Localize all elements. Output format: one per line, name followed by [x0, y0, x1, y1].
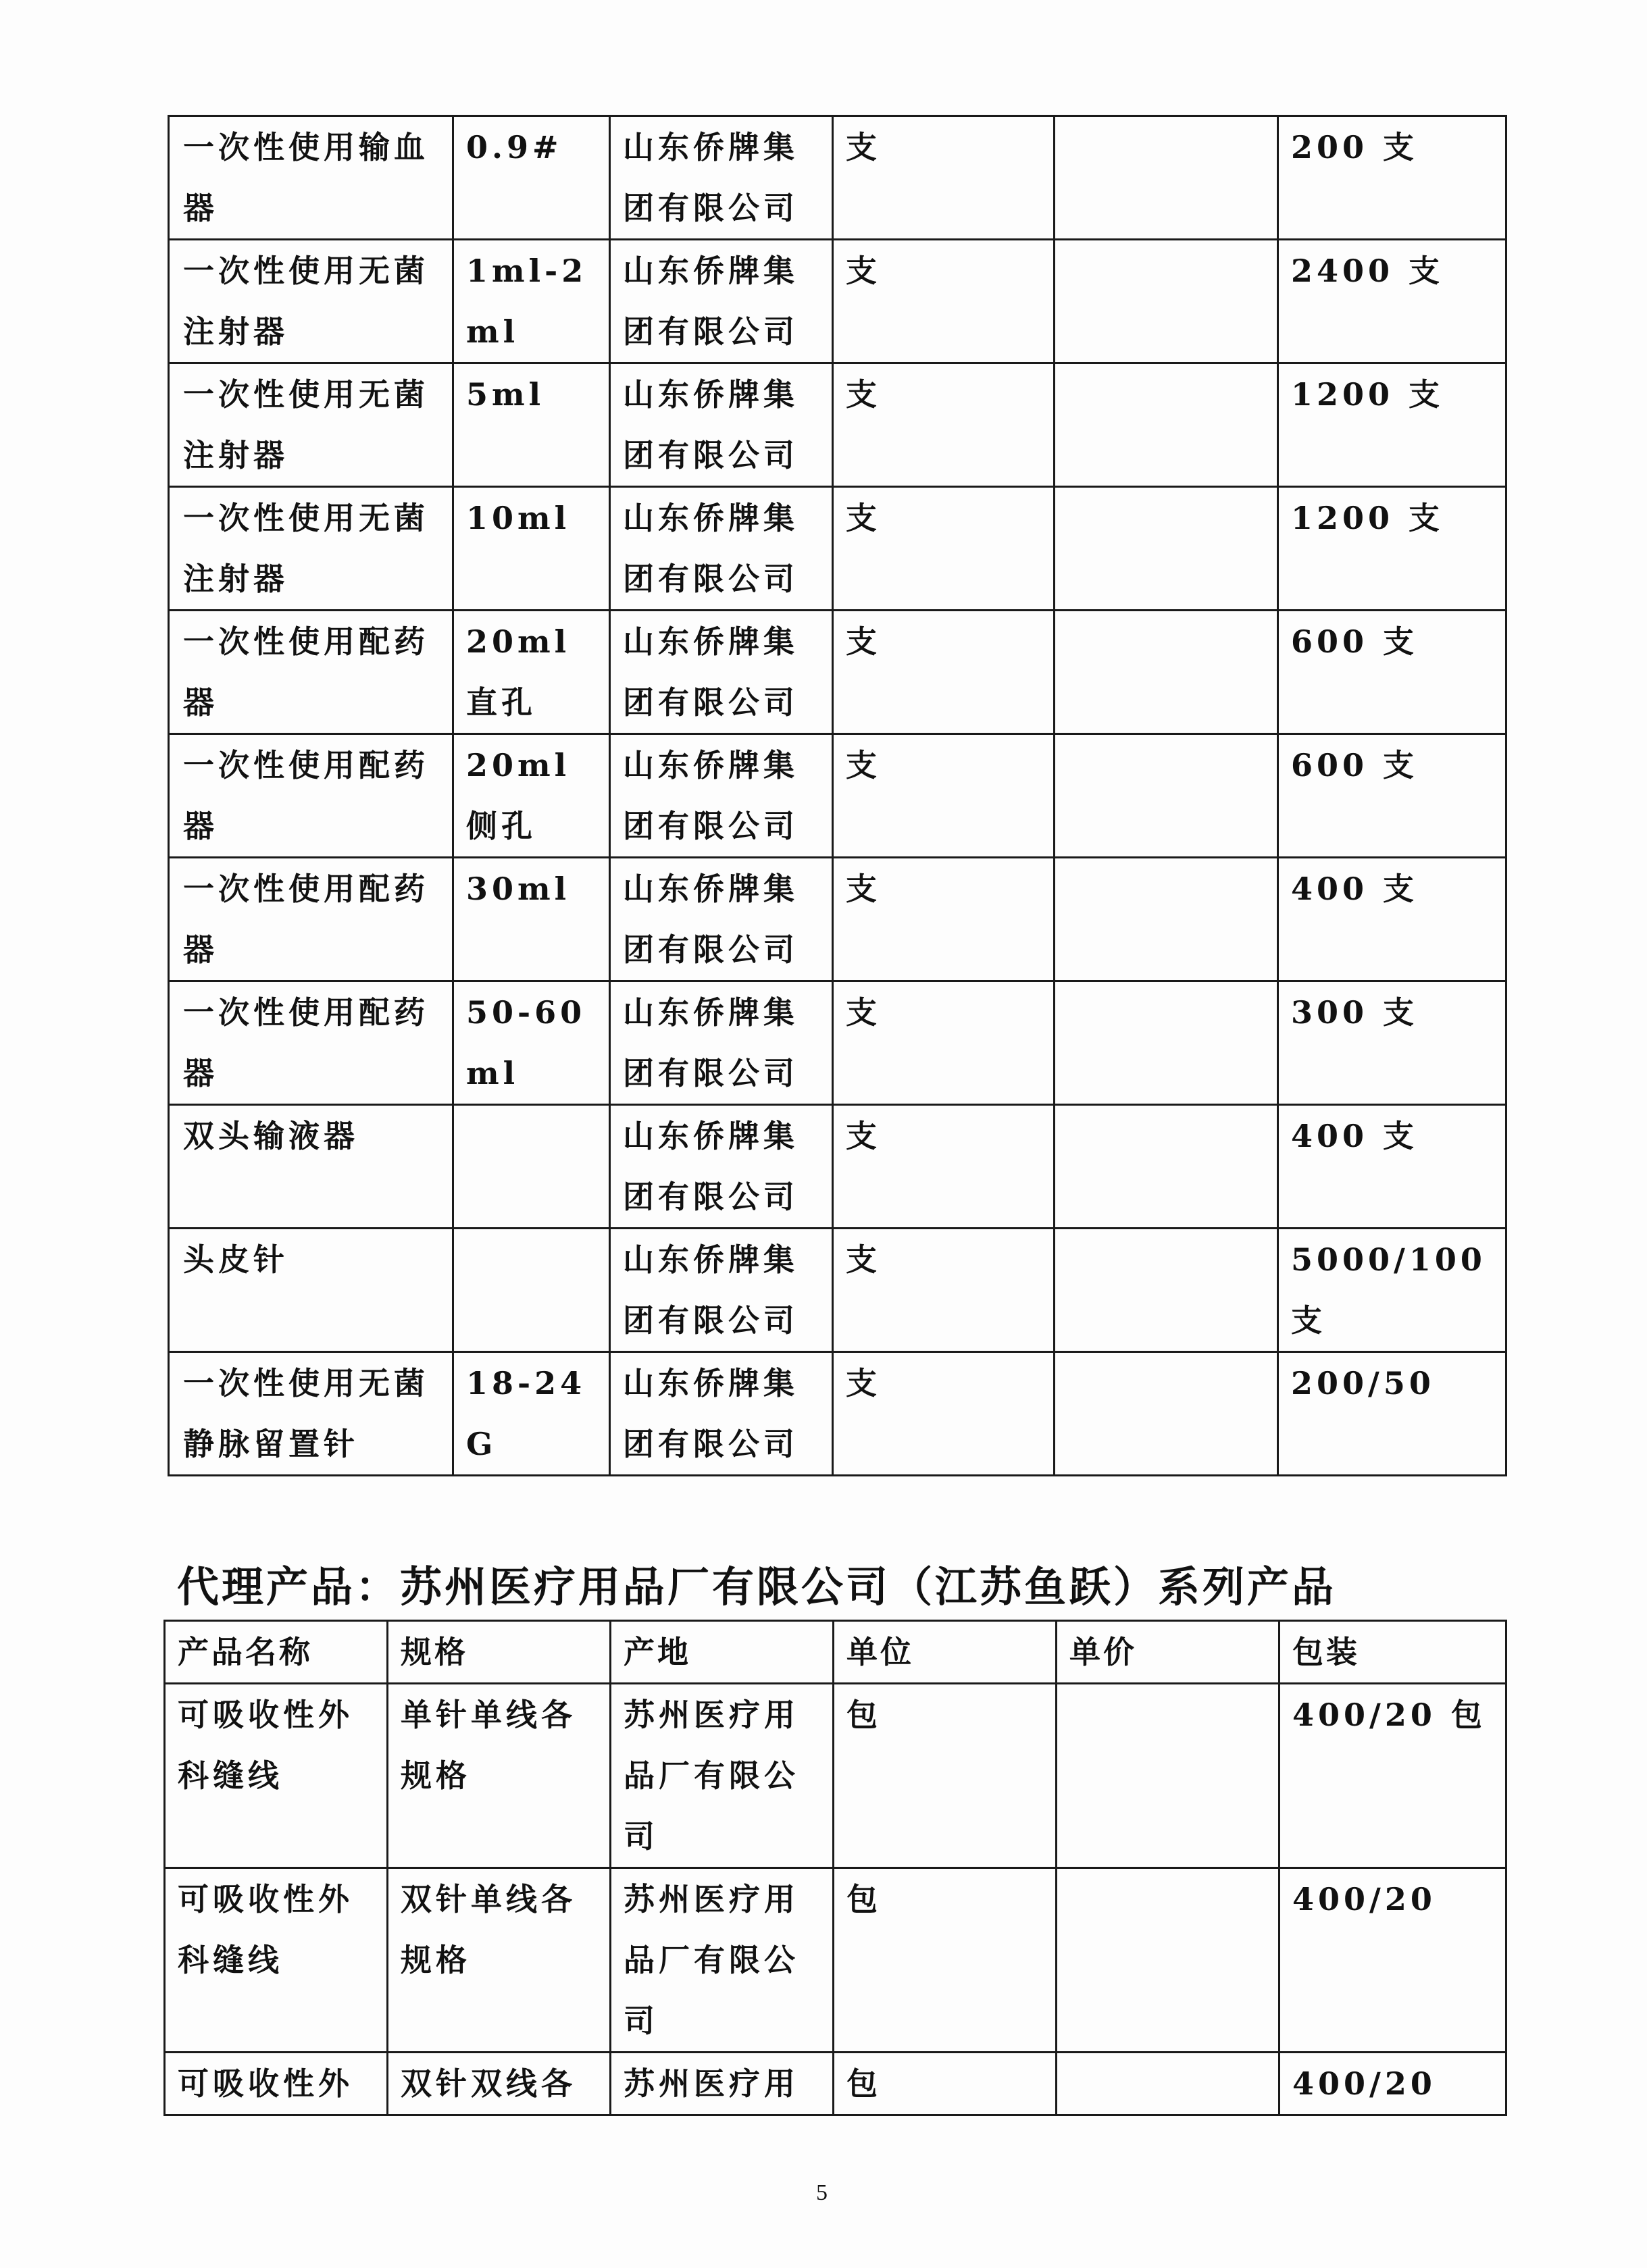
- spec-cell: 1ml-2ml: [453, 240, 610, 363]
- product-table-shandong: [168, 115, 1507, 1476]
- unit-cell: 支: [833, 1229, 1055, 1352]
- unit-cell: 包: [834, 1868, 1057, 2053]
- package-cell: 1200 支: [1278, 363, 1506, 487]
- price-cell: [1055, 611, 1278, 734]
- table-row: [165, 1684, 1506, 1868]
- product-name-cell: 一次性使用配药器: [169, 611, 453, 734]
- price-cell: [1057, 1684, 1279, 1868]
- table-row: [165, 2053, 1506, 2115]
- product-name-cell: 可吸收性外科缝线: [165, 1684, 388, 1868]
- spec-cell: 双针双线各: [388, 2053, 611, 2115]
- package-cell: 600 支: [1278, 734, 1506, 858]
- price-cell: [1055, 487, 1278, 611]
- package-cell: 400 支: [1278, 858, 1506, 981]
- table-row: [169, 363, 1506, 487]
- origin-cell: 山东侨牌集团有限公司: [610, 858, 833, 981]
- spec-cell: 18-24G: [453, 1352, 610, 1476]
- table-row: [169, 487, 1506, 611]
- spec-cell: 50-60ml: [453, 981, 610, 1105]
- spec-cell: 10ml: [453, 487, 610, 611]
- table-row: [169, 981, 1506, 1105]
- package-cell: 300 支: [1278, 981, 1506, 1105]
- price-cell: [1055, 1229, 1278, 1352]
- spec-cell: 0.9#: [453, 116, 610, 240]
- origin-cell: 苏州医疗用品厂有限公司: [611, 1684, 834, 1868]
- product-name-cell: 一次性使用无菌注射器: [169, 487, 453, 611]
- unit-cell: 支: [833, 611, 1055, 734]
- unit-cell: 支: [833, 487, 1055, 611]
- package-cell: 400/20 包: [1279, 1684, 1506, 1868]
- spec-cell: [453, 1229, 610, 1352]
- package-cell: 200 支: [1278, 116, 1506, 240]
- table-row: [169, 858, 1506, 981]
- unit-cell: 包: [834, 1684, 1057, 1868]
- unit-cell: 支: [833, 1105, 1055, 1229]
- table-row: [169, 116, 1506, 240]
- price-cell: [1055, 734, 1278, 858]
- spec-cell: 单针单线各规格: [388, 1684, 611, 1868]
- product-name-cell: 一次性使用无菌注射器: [169, 363, 453, 487]
- price-cell: [1055, 858, 1278, 981]
- price-cell: [1057, 2053, 1279, 2115]
- unit-cell: 支: [833, 858, 1055, 981]
- unit-cell: 支: [833, 1352, 1055, 1476]
- table-row: [169, 1229, 1506, 1352]
- price-cell: [1055, 1105, 1278, 1229]
- column-header-origin: 产地: [611, 1621, 834, 1684]
- table-row: [169, 1105, 1506, 1229]
- product-name-cell: 头皮针: [169, 1229, 453, 1352]
- spec-cell: 20ml 侧孔: [453, 734, 610, 858]
- product-name-cell: 一次性使用配药器: [169, 981, 453, 1105]
- product-name-cell: 一次性使用无菌静脉留置针: [169, 1352, 453, 1476]
- origin-cell: 山东侨牌集团有限公司: [610, 981, 833, 1105]
- product-name-cell: 可吸收性外科缝线: [165, 1868, 388, 2053]
- table-row: [169, 240, 1506, 363]
- product-name-cell: 双头输液器: [169, 1105, 453, 1229]
- package-cell: 1200 支: [1278, 487, 1506, 611]
- unit-cell: 支: [833, 240, 1055, 363]
- column-header-name: 产品名称: [165, 1621, 388, 1684]
- spec-cell: 30ml: [453, 858, 610, 981]
- table-row: [169, 1352, 1506, 1476]
- table-header-row: [165, 1621, 1506, 1684]
- product-name-cell: 一次性使用配药器: [169, 734, 453, 858]
- column-header-unit: 单位: [834, 1621, 1057, 1684]
- product-name-cell: 一次性使用无菌注射器: [169, 240, 453, 363]
- package-cell: 5000/100 支: [1278, 1229, 1506, 1352]
- origin-cell: 苏州医疗用品厂有限公司: [611, 1868, 834, 2053]
- price-cell: [1055, 981, 1278, 1105]
- origin-cell: 山东侨牌集团有限公司: [610, 363, 833, 487]
- page-number: 5: [816, 2180, 828, 2205]
- price-cell: [1055, 240, 1278, 363]
- table-row: [165, 1868, 1506, 2053]
- product-name-cell: 可吸收性外: [165, 2053, 388, 2115]
- product-name-cell: 一次性使用配药器: [169, 858, 453, 981]
- price-cell: [1055, 363, 1278, 487]
- package-cell: 400 支: [1278, 1105, 1506, 1229]
- package-cell: 400/20: [1279, 2053, 1506, 2115]
- package-cell: 2400 支: [1278, 240, 1506, 363]
- product-table-suzhou: [163, 1620, 1507, 2116]
- origin-cell: 山东侨牌集团有限公司: [610, 1105, 833, 1229]
- origin-cell: 苏州医疗用: [611, 2053, 834, 2115]
- origin-cell: 山东侨牌集团有限公司: [610, 240, 833, 363]
- unit-cell: 支: [833, 734, 1055, 858]
- origin-cell: 山东侨牌集团有限公司: [610, 1352, 833, 1476]
- price-cell: [1055, 116, 1278, 240]
- price-cell: [1055, 1352, 1278, 1476]
- spec-cell: 5ml: [453, 363, 610, 487]
- origin-cell: 山东侨牌集团有限公司: [610, 116, 833, 240]
- package-cell: 600 支: [1278, 611, 1506, 734]
- origin-cell: 山东侨牌集团有限公司: [610, 1229, 833, 1352]
- package-cell: 400/20: [1279, 1868, 1506, 2053]
- origin-cell: 山东侨牌集团有限公司: [610, 611, 833, 734]
- product-name-cell: 一次性使用输血器: [169, 116, 453, 240]
- spec-cell: 20ml 直孔: [453, 611, 610, 734]
- column-header-price: 单价: [1057, 1621, 1279, 1684]
- table-row: [169, 734, 1506, 858]
- column-header-package: 包装: [1279, 1621, 1506, 1684]
- unit-cell: 支: [833, 116, 1055, 240]
- table-row: [169, 611, 1506, 734]
- spec-cell: 双针单线各规格: [388, 1868, 611, 2053]
- section-heading: 代理产品：苏州医疗用品厂有限公司（江苏鱼跃）系列产品: [177, 1562, 1337, 1612]
- price-cell: [1057, 1868, 1279, 2053]
- spec-cell: [453, 1105, 610, 1229]
- origin-cell: 山东侨牌集团有限公司: [610, 734, 833, 858]
- column-header-spec: 规格: [388, 1621, 611, 1684]
- unit-cell: 支: [833, 981, 1055, 1105]
- package-cell: 200/50: [1278, 1352, 1506, 1476]
- unit-cell: 包: [834, 2053, 1057, 2115]
- origin-cell: 山东侨牌集团有限公司: [610, 487, 833, 611]
- unit-cell: 支: [833, 363, 1055, 487]
